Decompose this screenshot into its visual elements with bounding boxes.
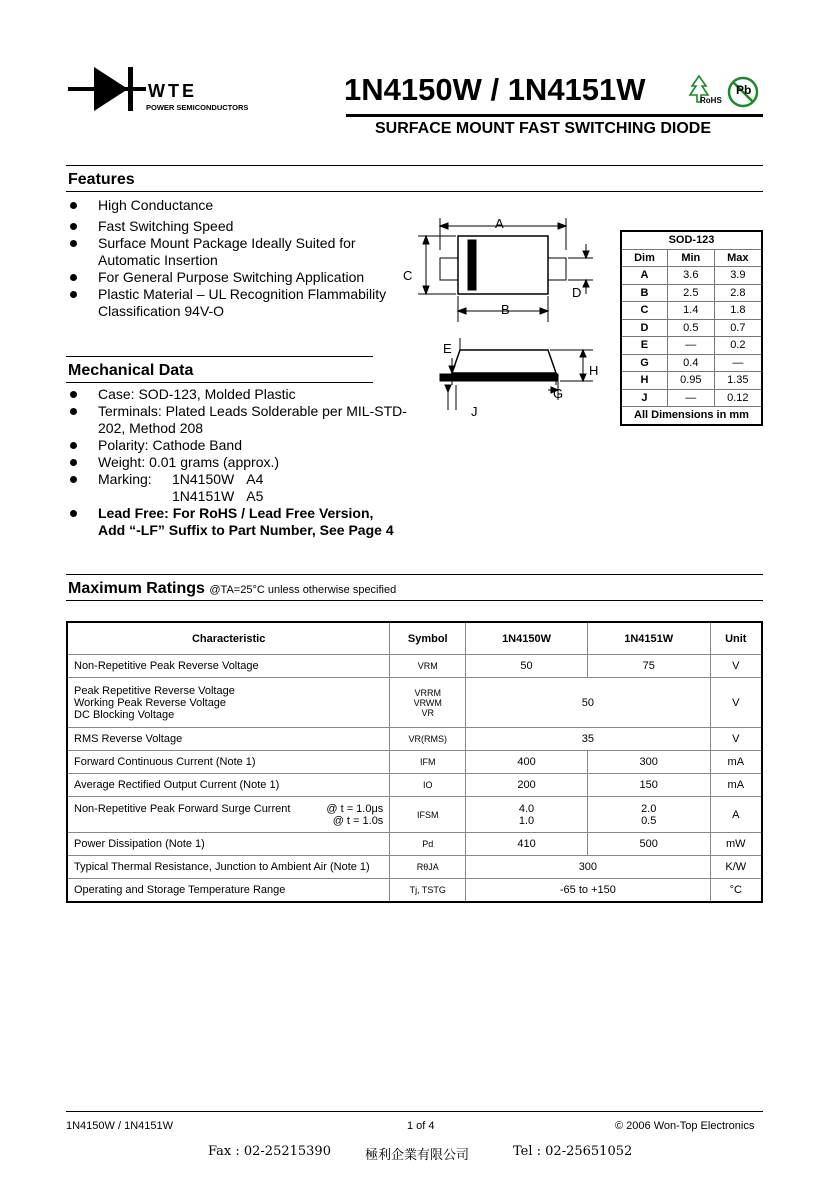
- dim-label-j: J: [471, 404, 478, 419]
- dim-cell: 3.6: [667, 267, 714, 285]
- dim-cell: 0.5: [667, 319, 714, 337]
- dim-cell: J: [621, 389, 667, 407]
- title-rule: [346, 114, 763, 117]
- mechanical-list: [68, 386, 408, 539]
- list-item: Terminals: Plated Leads Solderable per MIL-STD-202, Method 208: [68, 403, 408, 437]
- table-row: [67, 655, 762, 678]
- ratings-header: Unit: [710, 622, 762, 655]
- dim-cell: 0.7: [714, 319, 762, 337]
- ratings-heading: Maximum Ratings: [68, 580, 205, 597]
- footer-copyright: © 2006 Won-Top Electronics: [615, 1120, 755, 1132]
- dim-label-e: E: [443, 341, 452, 356]
- dimension-table: [620, 230, 763, 426]
- rating-symbol: IO: [390, 774, 466, 797]
- rating-unit: V: [710, 655, 762, 678]
- table-row: [621, 337, 762, 355]
- rating-symbol: IFM: [390, 751, 466, 774]
- dim-label-c: C: [403, 268, 413, 283]
- rating-symbol: Pd: [390, 833, 466, 856]
- rating-value: 300: [466, 856, 710, 879]
- dim-label-h: H: [589, 363, 599, 378]
- table-row: [67, 728, 762, 751]
- table-row: [621, 354, 762, 372]
- dim-cell: —: [667, 337, 714, 355]
- rating-unit: °C: [710, 879, 762, 902]
- dim-cell: 2.8: [714, 284, 762, 302]
- list-item: High Conductance: [68, 197, 398, 214]
- ratings-header: 1N4150W: [466, 622, 588, 655]
- dim-cell: 3.9: [714, 267, 762, 285]
- dim-cell: 1.8: [714, 302, 762, 320]
- rating-char: Non-Repetitive Peak Reverse Voltage: [67, 655, 390, 678]
- marking-label: Marking:: [98, 471, 152, 487]
- table-row: [67, 833, 762, 856]
- dim-cell: —: [667, 389, 714, 407]
- dim-table-footer: All Dimensions in mm: [621, 407, 762, 425]
- table-row: [621, 267, 762, 285]
- list-item: [68, 505, 408, 539]
- list-item: Weight: 0.01 grams (approx.): [68, 454, 408, 471]
- rating-char: Forward Continuous Current (Note 1): [67, 751, 390, 774]
- features-heading: Features: [68, 171, 135, 188]
- ratings-header: Symbol: [390, 622, 466, 655]
- rating-char: Average Rectified Output Current (Note 1): [67, 774, 390, 797]
- rating-value: 300: [587, 751, 710, 774]
- rating-symbol: VR(RMS): [390, 728, 466, 751]
- rating-char: Operating and Storage Temperature Range: [67, 879, 390, 902]
- dim-label-d: D: [572, 285, 582, 300]
- list-item: For General Purpose Switching Application: [68, 269, 398, 286]
- list-item: Fast Switching Speed: [68, 218, 398, 235]
- ratings-table: [66, 621, 763, 903]
- table-row: [67, 856, 762, 879]
- lead-free-line-1: Lead Free: For RoHS / Lead Free Version,: [98, 505, 374, 521]
- rating-unit: mA: [710, 774, 762, 797]
- ratings-heading-wrap: [68, 580, 396, 598]
- logo-text: WTE: [148, 81, 197, 101]
- dim-cell: 0.12: [714, 389, 762, 407]
- rating-char: Peak Repetitive Reverse Voltage Working Peak Reverse Voltage DC Blocking Voltage: [67, 678, 390, 728]
- table-row: [67, 879, 762, 902]
- marking-part: 1N4150W: [172, 471, 235, 487]
- rating-char: Power Dissipation (Note 1): [67, 833, 390, 856]
- table-row: [621, 319, 762, 337]
- rating-value: 50: [466, 678, 710, 728]
- page-title: 1N4150W / 1N4151W: [344, 72, 646, 107]
- rating-value: 35: [466, 728, 710, 751]
- mechanical-bottom-rule: [66, 382, 373, 383]
- dim-cell: 0.4: [667, 354, 714, 372]
- rating-value: -65 to +150: [466, 879, 710, 902]
- company-name: 極利企業有限公司: [365, 1148, 470, 1163]
- ratings-condition: @TA=25°C unless otherwise specified: [209, 584, 397, 596]
- rating-unit: K/W: [710, 856, 762, 879]
- table-row: [67, 797, 762, 833]
- package-diagram: [398, 210, 608, 425]
- dim-cell: 1.35: [714, 372, 762, 390]
- rating-symbol: VRM: [390, 655, 466, 678]
- rohs-label: RoHS: [700, 96, 722, 105]
- ratings-header: Characteristic: [67, 622, 390, 655]
- list-item: [68, 471, 408, 505]
- logo-subtitle: POWER SEMICONDUCTORS: [146, 103, 249, 112]
- rating-value: 500: [587, 833, 710, 856]
- dim-cell: E: [621, 337, 667, 355]
- rating-value: 2.0 0.5: [587, 797, 710, 833]
- table-row: [67, 678, 762, 728]
- rating-value: 410: [466, 833, 588, 856]
- ratings-top-rule: [66, 574, 763, 575]
- table-row: [621, 372, 762, 390]
- table-row: [621, 302, 762, 320]
- dim-cell: 0.2: [714, 337, 762, 355]
- features-bottom-rule: [66, 191, 763, 192]
- pb-label: Pb: [736, 83, 752, 97]
- dim-cell: —: [714, 354, 762, 372]
- mechanical-heading: Mechanical Data: [68, 362, 194, 379]
- footer-part: 1N4150W / 1N4151W: [66, 1120, 173, 1132]
- dim-cell: D: [621, 319, 667, 337]
- ratings-bottom-rule: [66, 600, 763, 601]
- dim-table-title: SOD-123: [621, 231, 762, 249]
- dim-cell: 2.5: [667, 284, 714, 302]
- list-item: Surface Mount Package Ideally Suited for Automatic Insertion: [68, 235, 398, 269]
- rating-char: RMS Reverse Voltage: [67, 728, 390, 751]
- rating-symbol: Tj, TSTG: [390, 879, 466, 902]
- features-top-rule: [66, 165, 763, 166]
- dim-header: Max: [714, 249, 762, 267]
- rating-value: 400: [466, 751, 588, 774]
- dim-label-b: B: [501, 302, 510, 317]
- rating-unit: mA: [710, 751, 762, 774]
- list-item: Polarity: Cathode Band: [68, 437, 408, 454]
- rating-symbol: IFSM: [390, 797, 466, 833]
- rating-value: 150: [587, 774, 710, 797]
- marking-code: A4: [246, 471, 264, 487]
- dim-header: Dim: [621, 249, 667, 267]
- rating-symbol: RθJA: [390, 856, 466, 879]
- footer-rule: [66, 1111, 763, 1112]
- dim-cell: 1.4: [667, 302, 714, 320]
- dim-cell: B: [621, 284, 667, 302]
- rating-value: 200: [466, 774, 588, 797]
- fax-number: Fax : 02-25215390: [208, 1144, 331, 1159]
- dim-cell: H: [621, 372, 667, 390]
- table-row: [621, 389, 762, 407]
- dim-label-a: A: [495, 216, 504, 231]
- table-row: [621, 284, 762, 302]
- rating-unit: mW: [710, 833, 762, 856]
- dim-cell: G: [621, 354, 667, 372]
- ratings-header: 1N4151W: [587, 622, 710, 655]
- rating-value: 4.0 1.0: [466, 797, 588, 833]
- rating-value: 50: [466, 655, 588, 678]
- rating-char: Non-Repetitive Peak Forward Surge Current @ t = 1.0μs @ t = 1.0s: [67, 797, 390, 833]
- rating-value: 75: [587, 655, 710, 678]
- rating-symbol: VRRM VRWM VR: [390, 678, 466, 728]
- tel-number: Tel : 02-25651052: [513, 1144, 633, 1159]
- dim-header: Min: [667, 249, 714, 267]
- dim-cell: C: [621, 302, 667, 320]
- table-row: [67, 774, 762, 797]
- marking-part: 1N4151W: [172, 488, 235, 504]
- rating-unit: A: [710, 797, 762, 833]
- dim-label-g: G: [553, 386, 564, 401]
- list-item: Case: SOD-123, Molded Plastic: [68, 386, 408, 403]
- lead-free-line-2: Add “-LF” Suffix to Part Number, See Page 4: [98, 522, 394, 538]
- table-row: [67, 751, 762, 774]
- rating-unit: V: [710, 728, 762, 751]
- dim-cell: A: [621, 267, 667, 285]
- wte-logo-icon: [66, 64, 148, 114]
- footer-page: 1 of 4: [407, 1120, 435, 1132]
- dim-cell: 0.95: [667, 372, 714, 390]
- mechanical-top-rule: [66, 356, 373, 357]
- list-item: Plastic Material – UL Recognition Flammability Classification 94V-O: [68, 286, 398, 320]
- rating-char: Typical Thermal Resistance, Junction to Ambient Air (Note 1): [67, 856, 390, 879]
- rating-unit: V: [710, 678, 762, 728]
- page-subtitle: SURFACE MOUNT FAST SWITCHING DIODE: [375, 120, 711, 137]
- features-list: [68, 197, 398, 320]
- marking-code: A5: [246, 488, 264, 504]
